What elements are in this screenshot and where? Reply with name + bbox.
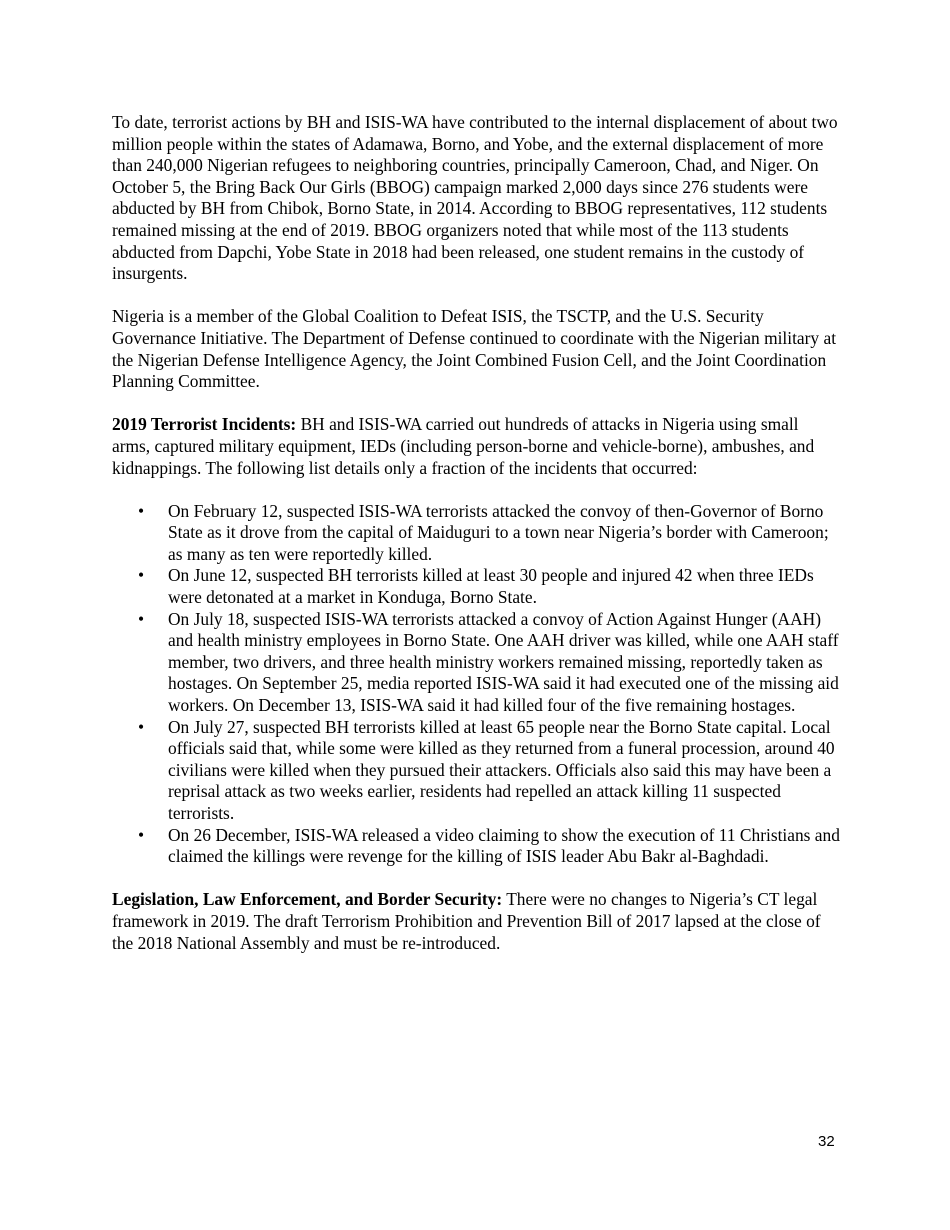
bullet-icon: • bbox=[138, 608, 145, 629]
list-item-text: On 26 December, ISIS-WA released a video claiming to show the execution of 11 Christians and claimed the killings were revenge for the killing of ISIS leader Abu Bakr al-Baghdadi. bbox=[168, 824, 840, 867]
page-number: 32 bbox=[818, 1133, 835, 1150]
paragraph-legislation bbox=[112, 889, 840, 954]
list-item bbox=[112, 717, 840, 825]
list-item bbox=[112, 501, 840, 566]
list-item bbox=[112, 825, 840, 868]
bullet-icon: • bbox=[138, 824, 145, 845]
bullet-icon: • bbox=[138, 565, 145, 586]
list-item-text: On June 12, suspected BH terrorists killed at least 30 people and injured 42 when three IEDs were detonated at a market in Konduga, Borno State. bbox=[168, 565, 814, 608]
incidents-list bbox=[112, 501, 840, 868]
legislation-heading: Legislation, Law Enforcement, and Border Security: bbox=[112, 889, 503, 910]
paragraph-displacement: To date, terrorist actions by BH and ISIS-WA have contributed to the internal displacement of about two million people within the states of Adamawa, Borno, and Yobe, and the external displacement of more than 240,000 Nigerian refugees to neighboring countries, principally Cameroon, Chad, and Niger. On October 5, the Bring Back Our Girls (BBOG) campaign marked 2,000 days since 276 students were abducted by BH from Chibok, Borno State, in 2014. According to BBOG representatives, 112 students remained missing at the end of 2019. BBOG organizers noted that while most of the 113 students abducted from Dapchi, Yobe State in 2018 had been released, one student remains in the custody of insurgents. bbox=[112, 112, 838, 284]
list-item bbox=[112, 565, 840, 608]
list-item-text: On July 18, suspected ISIS-WA terrorists attacked a convoy of Action Against Hunger (AAH) and health ministry employees in Borno State. One AAH driver was killed, while one AAH staff member, two drivers, and three health ministry workers remained missing, reportedly taken as hostages. On September 25, media reported ISIS-WA said it had executed one of the missing aid workers. On December 13, ISIS-WA said it had killed four of the five remaining hostages. bbox=[168, 608, 839, 716]
paragraph-incidents-intro bbox=[112, 414, 840, 479]
bullet-icon: • bbox=[138, 500, 145, 521]
bullet-icon: • bbox=[138, 716, 145, 737]
list-item-text: On July 27, suspected BH terrorists killed at least 65 people near the Borno State capital. Local officials said that, while some were killed as they returned from a funeral procession, around 40 civilians were killed when they pursued their attackers. Officials also said this may have been a reprisal attack as two weeks earlier, residents had repelled an attack killing 11 suspected terrorists. bbox=[168, 716, 835, 823]
list-item bbox=[112, 609, 840, 717]
paragraph-coalition: Nigeria is a member of the Global Coalition to Defeat ISIS, the TSCTP, and the U.S. Security Governance Initiative. The Department of Defense continued to coordinate with the Nigerian military at the Nigerian Defense Intelligence Agency, the Joint Combined Fusion Cell, and the Joint Coordination Planning Committee. bbox=[112, 306, 837, 392]
page-content bbox=[112, 112, 840, 976]
incidents-intro-text: BH and ISIS-WA carried out hundreds of attacks in Nigeria using small arms, captured military equipment, IEDs (including person-borne and vehicle-borne), ambushes, and kidnappings. The following list details only a fraction of the incidents that occurred: bbox=[112, 414, 815, 478]
incidents-heading: 2019 Terrorist Incidents: bbox=[112, 414, 297, 435]
list-item-text: On February 12, suspected ISIS-WA terrorists attacked the convoy of then-Governor of Borno State as it drove from the capital of Maiduguri to a town near Nigeria’s border with Cameroon; as many as ten were reportedly killed. bbox=[168, 500, 829, 564]
legislation-body-text: There were no changes to Nigeria’s CT legal framework in 2019. The draft Terrorism Prohibition and Prevention Bill of 2017 lapsed at the close of the 2018 National Assembly and must be re-introduced. bbox=[112, 889, 821, 953]
